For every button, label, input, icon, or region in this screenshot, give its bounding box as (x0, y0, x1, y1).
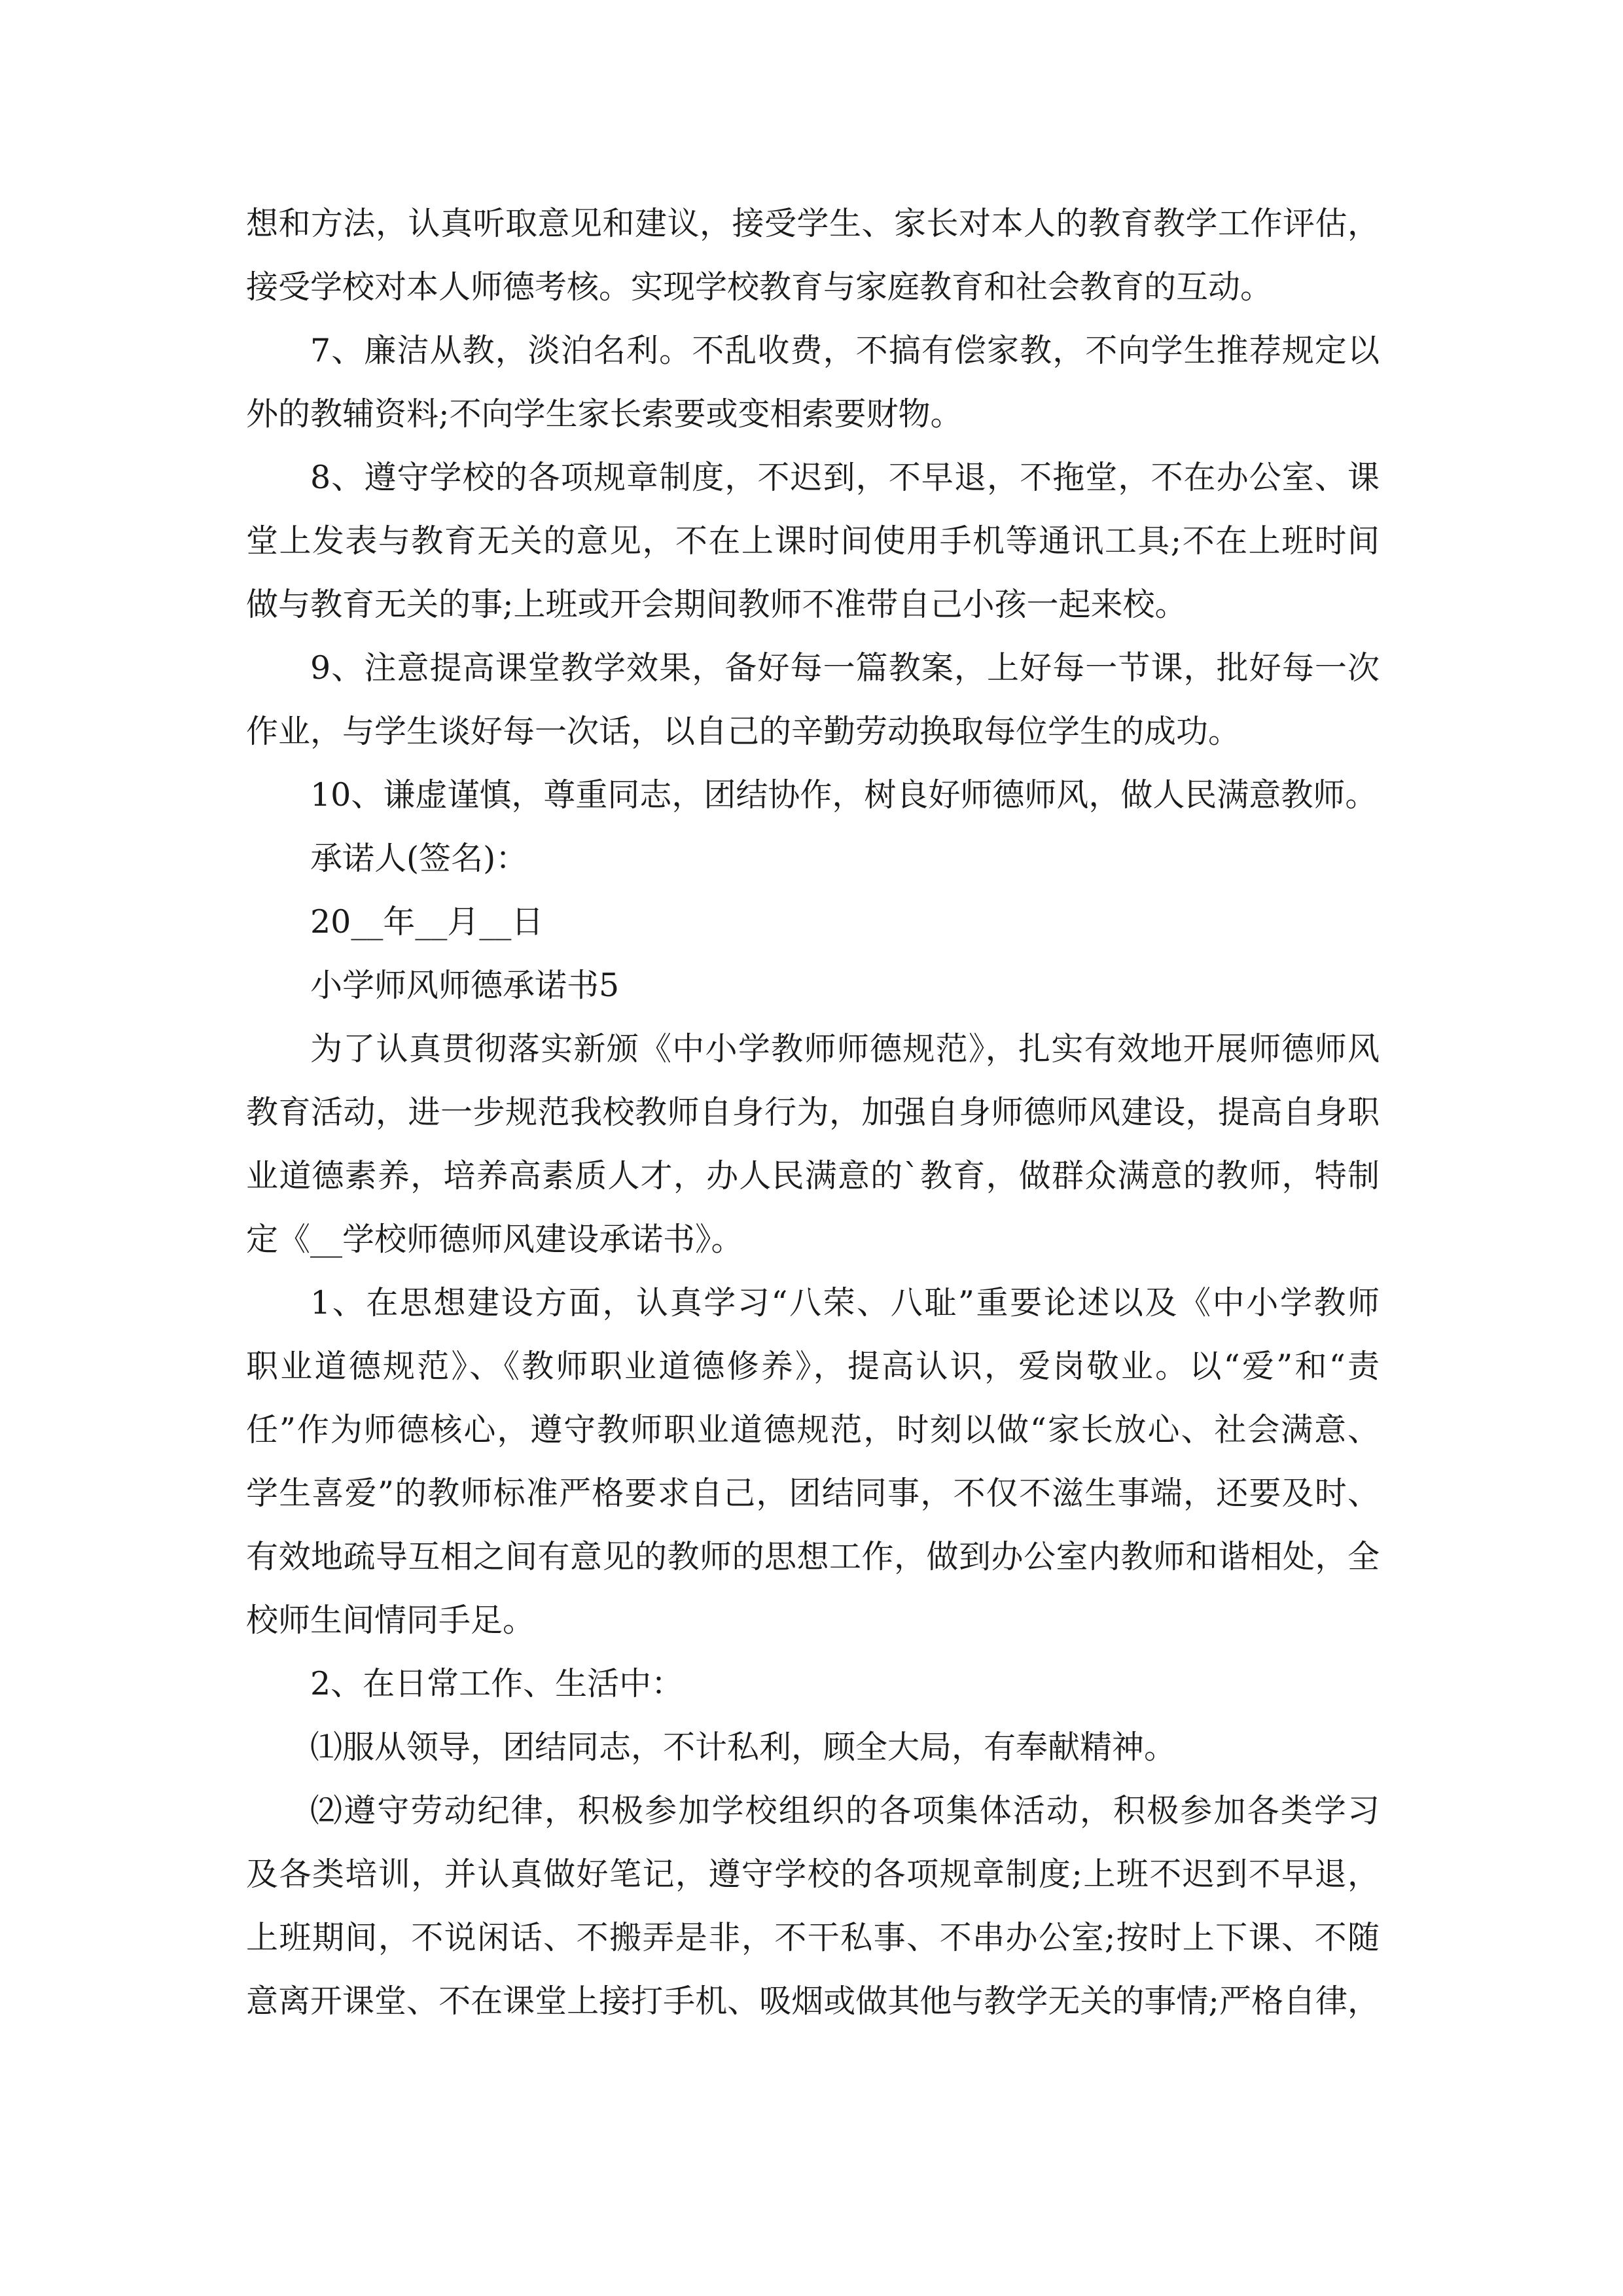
text-line: 做与教育无关的事;上班或开会期间教师不准带自己小孩一起来校。 (246, 586, 1187, 623)
text-line: 20__年__月__日 (310, 903, 544, 941)
text-line: 8、遵守学校的各项规章制度，不迟到，不早退，不拖堂，不在办公室、课 (310, 459, 1380, 496)
text-line: 9、注意提高课堂教学效果，备好每一篇教案，上好每一节课，批好每一次 (310, 649, 1380, 687)
text-line: 及各类培训，并认真做好笔记，遵守学校的各项规章制度;上班不迟到不早退， (246, 1856, 1380, 1893)
text-line: 1、在思想建设方面，认真学习“八荣、八耻”重要论述以及《中小学教师 (310, 1284, 1380, 1321)
text-line: 意离开课堂、不在课堂上接打手机、吸烟或做其他与教学无关的事情;严格自律， (246, 1982, 1380, 2020)
text-line: 任”作为师德核心，遵守教师职业道德规范，时刻以做“家长放心、社会满意、 (246, 1411, 1380, 1448)
text-line: 想和方法，认真听取意见和建议，接受学生、家长对本人的教育教学工作评估， (246, 205, 1380, 242)
text-line: 作业，与学生谈好每一次话，以自己的辛勤劳动换取每位学生的成功。 (246, 713, 1241, 750)
text-line: 接受学校对本人师德考核。实现学校教育与家庭教育和社会教育的互动。 (246, 268, 1273, 306)
document-body (246, 192, 1380, 2033)
text-line: 2、在日常工作、生活中： (310, 1665, 684, 1702)
text-line: 堂上发表与教育无关的意见，不在上课时间使用手机等通讯工具;不在上班时间 (246, 522, 1380, 560)
text-line: ⑵遵守劳动纪律，积极参加学校组织的各项集体活动，积极参加各类学习 (310, 1792, 1380, 1829)
text-line: 业道德素养，培养高素质人才，办人民满意的`教育，做群众满意的教师，特制 (246, 1157, 1380, 1194)
text-line: 学生喜爱”的教师标准严格要求自己，团结同事，不仅不滋生事端，还要及时、 (246, 1475, 1380, 1512)
text-line: 有效地疏导互相之间有意见的教师的思想工作，做到办公室内教师和谐相处，全 (246, 1538, 1380, 1575)
text-line: 7、廉洁从教，淡泊名利。不乱收费，不搞有偿家教，不向学生推荐规定以 (310, 332, 1380, 369)
text-line: ⑴服从领导，团结同志，不计私利，顾全大局，有奉献精神。 (310, 1729, 1177, 1766)
text-line: 校师生间情同手足。 (246, 1602, 535, 1639)
text-line: 教育活动，进一步规范我校教师自身行为，加强自身师德师风建设，提高自身职 (246, 1094, 1380, 1131)
text-line: 定《__学校师德师风建设承诺书》。 (246, 1221, 743, 1258)
text-line: 小学师风师德承诺书5 (310, 967, 620, 1004)
text-line: 上班期间，不说闲话、不搬弄是非，不干私事、不串办公室;按时上下课、不随 (246, 1919, 1380, 1956)
text-line: 承诺人(签名)： (310, 840, 528, 877)
text-line: 外的教辅资料;不向学生家长索要或变相索要财物。 (246, 395, 963, 433)
text-line: 10、谦虚谨慎，尊重同志，团结协作，树良好师德师风，做人民满意教师。 (310, 776, 1378, 814)
text-line: 职业道德规范》、《教师职业道德修养》，提高认识，爱岗敬业。以“爱”和“责 (246, 1348, 1380, 1385)
text-line: 为了认真贯彻落实新颁《中小学教师师德规范》，扎实有效地开展师德师风 (310, 1030, 1380, 1067)
